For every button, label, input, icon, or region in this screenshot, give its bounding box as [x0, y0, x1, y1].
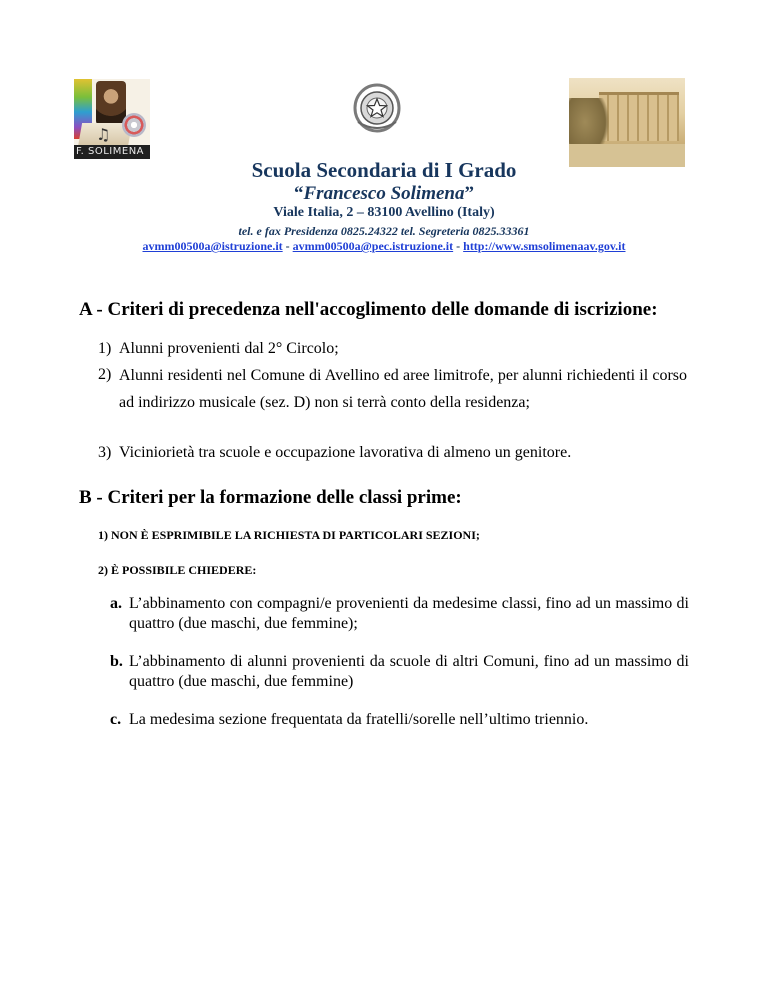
list-number: 2) [98, 366, 112, 383]
section-b-heading: B - Criteri per la formazione delle classi prime: [79, 487, 462, 508]
list-item [98, 440, 688, 466]
list-text: Alunni residenti nel Comune di Avellino ed aree limitrofe, per alunni richiedenti il corso ad indirizzo musicale (sez. D) non si terrà conto della residenza; [119, 367, 687, 411]
contact-links [0, 239, 768, 254]
list-number: 3) [98, 444, 112, 461]
school-logo-icon: ♫ F. SOLIMENA [74, 79, 150, 159]
email-link[interactable]: avmm00500a@istruzione.it [142, 239, 283, 253]
list-text: Viciniorietà tra scuole e occupazione lavorativa di almeno un genitore. [119, 444, 572, 461]
sub-list-item [110, 710, 690, 734]
sub-item-text: La medesima sezione frequentata da fratelli/sorelle nell’ultimo triennio. [129, 711, 589, 728]
sub-item-label: c. [110, 711, 122, 728]
list-number: 1) [98, 528, 108, 542]
sub-item-label: b. [110, 653, 123, 670]
link-separator: - [453, 239, 464, 253]
list-text: Alunni provenienti dal 2° Circolo; [119, 340, 339, 357]
list-item [98, 528, 480, 543]
logo-caption: F. SOLIMENA [74, 145, 150, 159]
website-link[interactable]: http://www.smsolimenaav.gov.it [463, 239, 626, 253]
pec-email-link[interactable]: avmm00500a@pec.istruzione.it [292, 239, 454, 253]
dedication-name: Francesco Solimena [303, 183, 465, 204]
sub-list-item [110, 652, 690, 696]
school-address: Viale Italia, 2 – 83100 Avellino (Italy) [273, 205, 495, 220]
list-item [98, 336, 688, 362]
sub-list-item [110, 594, 690, 638]
close-quote: ” [464, 183, 474, 204]
sub-item-label: a. [110, 595, 122, 612]
list-item [98, 362, 688, 442]
italian-republic-emblem-icon [352, 82, 402, 134]
list-number: 2) [98, 563, 108, 577]
school-dedication [0, 183, 768, 205]
school-name: Scuola Secondaria di I Grado [251, 158, 517, 182]
school-building-photo [569, 78, 685, 167]
list-item [98, 563, 256, 578]
sub-item-text: L’abbinamento di alunni provenienti da scuole di altri Comuni, fino ad un massimo di quattro (due maschi, due femmine) [129, 653, 689, 690]
link-separator: - [282, 239, 293, 253]
sub-item-text: L’abbinamento con compagni/e provenienti da medesime classi, fino ad un massimo di quattro (due maschi, due femmine); [129, 595, 689, 632]
phone-numbers: tel. e fax Presidenza 0825.24322 tel. Segreteria 0825.33361 [238, 224, 530, 238]
list-text: NON È ESPRIMIBILE LA RICHIESTA DI PARTICOLARI SEZIONI; [111, 528, 480, 542]
list-number: 1) [98, 340, 112, 357]
list-text: È POSSIBILE CHIEDERE: [111, 563, 257, 577]
open-quote: “ [294, 183, 304, 204]
section-a-heading: A - Criteri di precedenza nell'accoglimento delle domande di iscrizione: [79, 299, 658, 320]
